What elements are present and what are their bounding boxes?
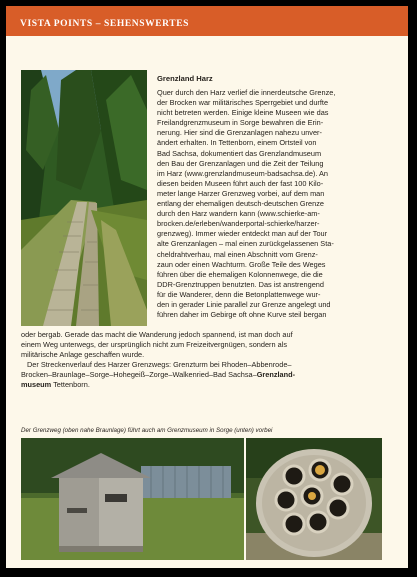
text-line: einem Weg unterwegs, der ursprünglich nicht zum Freizeitvergnügen, sondern als [21, 340, 288, 350]
text-line: cheldrahtverhau, mal einen Abschnitt vom Grenz- [157, 249, 318, 259]
bold-run: Grenzland- [256, 370, 296, 380]
text-line: den in gerader Linie parallel zur Grenze angelegt und [157, 299, 331, 309]
text-line: Quer durch den Harz verlief die innerdeutsche Grenze, [157, 88, 336, 97]
article-heading: Grenzland Harz [157, 74, 213, 83]
section-title: VISTA POINTS – SEHENSWERTES [20, 19, 190, 29]
text-line [21, 380, 397, 390]
text-line: oder bergab. Gerade das macht die Wanderung jedoch spannend, ist man doch auf [21, 330, 293, 339]
text-line: zaun oder einen Wachturm. Große Teile des Weges [157, 259, 326, 269]
text-line: alte Grenzanlagen – mal einen zurückgelassenen Sta- [157, 239, 334, 249]
text-line: brocken.de/erleben/wanderportal-schierke/harzer- [157, 219, 320, 229]
text-line: durch den Harz wandern kann (www.schierke-am- [157, 209, 320, 219]
text-line: im Harz (www.grenzlandmuseum-badsachsa.de). An [157, 168, 329, 178]
text-line: grenzweg). Immer wieder entdeckt man auf der Tour [157, 229, 328, 239]
text-run: Tettenborn. [51, 380, 90, 390]
text-line: nerung. Hier sind die Grenzanlagen nahezu unver- [157, 128, 322, 138]
text-line: militärische Anlage geschaffen wurde. [21, 350, 145, 360]
text-line: diesen beiden Museen führt auch der fast 100 Kilo- [157, 178, 324, 188]
photo-concrete-pipes [246, 438, 382, 560]
text-line [21, 370, 397, 380]
article-full-width-text [21, 330, 397, 391]
text-line: Der Streckenverlauf des Harzer Grenzwegs: Grenzturm bei Rhoden–Abbenrode– [27, 360, 292, 370]
bold-run: museum [21, 380, 52, 390]
text-line: meter lange Harzer Grenzweg vorbei, auf dem man [157, 188, 325, 198]
article-column-text [157, 88, 397, 320]
text-line: der Brocken war militärisches Sperrgebiet und durfte [157, 98, 329, 108]
text-line: nicht betreten werden. Einige kleine Museen wie das [157, 108, 329, 118]
book-page [6, 6, 408, 568]
section-header [6, 6, 408, 36]
text-line: für die Wanderer, denn die Betonplattenwege wur- [157, 289, 321, 299]
text-line: ändert erhalten. In Tettenborn, einem Ortsteil von [157, 138, 317, 148]
text-line: den Bau der Grenzanlagen und die Zeit der Teilung [157, 158, 324, 168]
photo-border-bunker-sorge [21, 438, 244, 560]
text-line: Bad Sachsa, dokumentiert das Grenzlandmuseum [157, 148, 322, 158]
text-line: führen daher im Gebirge oft ohne Kurve steil bergan [157, 310, 327, 320]
photo-border-path-braunlage [21, 70, 147, 326]
text-line: entlang der ehemaligen deutsch-deutschen Grenze [157, 199, 324, 209]
text-run: Brocken–Braunlage–Sorge–Hohegeiß–Zorge–Walkenried–Bad Sachsa– [21, 370, 257, 380]
text-line: führen über die ehemaligen Kolonnenwege, die die [157, 269, 323, 279]
text-line: DDR-Grenztruppen benutzten. Das ist anstrengend [157, 279, 324, 289]
photo-caption: Der Grenzweg (oben nahe Braunlage) führt auch am Grenzmuseum in Sorge (unten) vorbei [21, 427, 273, 434]
text-line: Freilandgrenzmuseum in Sorge bewahren die Erin- [157, 118, 324, 128]
